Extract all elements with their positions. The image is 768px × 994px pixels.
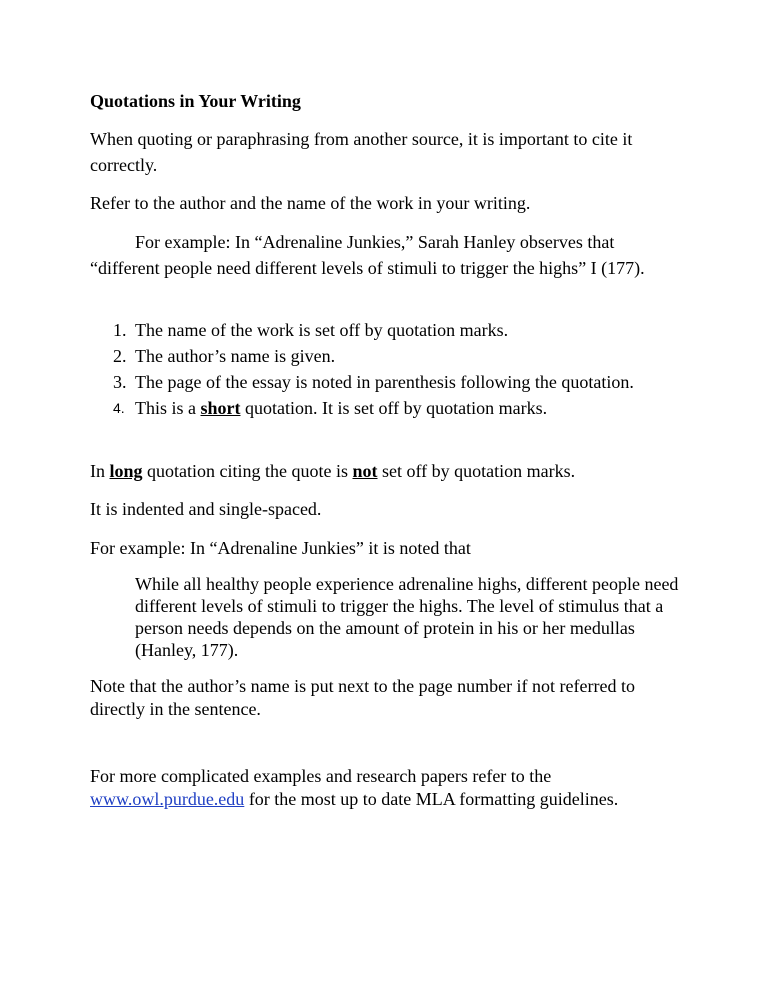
emphasis-not: not bbox=[352, 461, 378, 481]
text-run: In bbox=[90, 461, 110, 481]
long-quotation-paragraph bbox=[90, 458, 680, 484]
more-info-paragraph bbox=[90, 765, 680, 811]
list-number: 2. bbox=[113, 346, 127, 366]
emphasis-long: long bbox=[109, 461, 143, 481]
indented-note: It is indented and single-spaced. bbox=[90, 499, 322, 519]
example-paragraph bbox=[90, 229, 680, 281]
list-item bbox=[90, 395, 690, 421]
list-item bbox=[90, 343, 690, 369]
page-title: Quotations in Your Writing bbox=[90, 91, 301, 111]
list-item-text: The author’s name is given. bbox=[135, 346, 336, 366]
author-note: Note that the author’s name is put next to the page number if not referred to directly in the sentence. bbox=[90, 676, 636, 719]
text-run: quotation. It is set off by quotation marks. bbox=[240, 398, 548, 418]
list-number: 3. bbox=[113, 372, 127, 392]
block-quote: While all healthy people experience adrenaline highs, different people need different levels of stimuli to trigger the highs. The level of stimulus that a person needs depends on the amount of protein in his or her medullas (Hanley, 177). bbox=[135, 574, 679, 660]
numbered-list bbox=[90, 317, 690, 421]
emphasis-short: short bbox=[200, 398, 241, 418]
intro-paragraph: When quoting or paraphrasing from another source, it is important to cite it correctly. bbox=[90, 129, 633, 175]
example2-intro: For example: In “Adrenaline Junkies” it is noted that bbox=[90, 538, 471, 558]
text-run: quotation citing the quote is bbox=[142, 461, 353, 481]
example-text: For example: In “Adrenaline Junkies,” Sarah Hanley observes that “different people need different levels of stimuli to trigger the highs” I (177). bbox=[90, 232, 645, 278]
list-number: 4. bbox=[113, 400, 125, 416]
text-run: for the most up to date MLA formatting guidelines. bbox=[244, 789, 619, 809]
text-run: For more complicated examples and research papers refer to the bbox=[90, 766, 552, 786]
list-item-text: The name of the work is set off by quotation marks. bbox=[135, 320, 509, 340]
refer-paragraph: Refer to the author and the name of the work in your writing. bbox=[90, 193, 531, 213]
text-run: set off by quotation marks. bbox=[377, 461, 576, 481]
owl-purdue-link[interactable]: www.owl.purdue.edu bbox=[90, 789, 245, 809]
list-item bbox=[90, 317, 690, 343]
list-item-text: The page of the essay is noted in parenthesis following the quotation. bbox=[135, 372, 634, 392]
text-run: This is a bbox=[135, 398, 201, 418]
list-number: 1. bbox=[113, 320, 127, 340]
list-item bbox=[90, 369, 690, 395]
list-item-text bbox=[135, 398, 547, 418]
